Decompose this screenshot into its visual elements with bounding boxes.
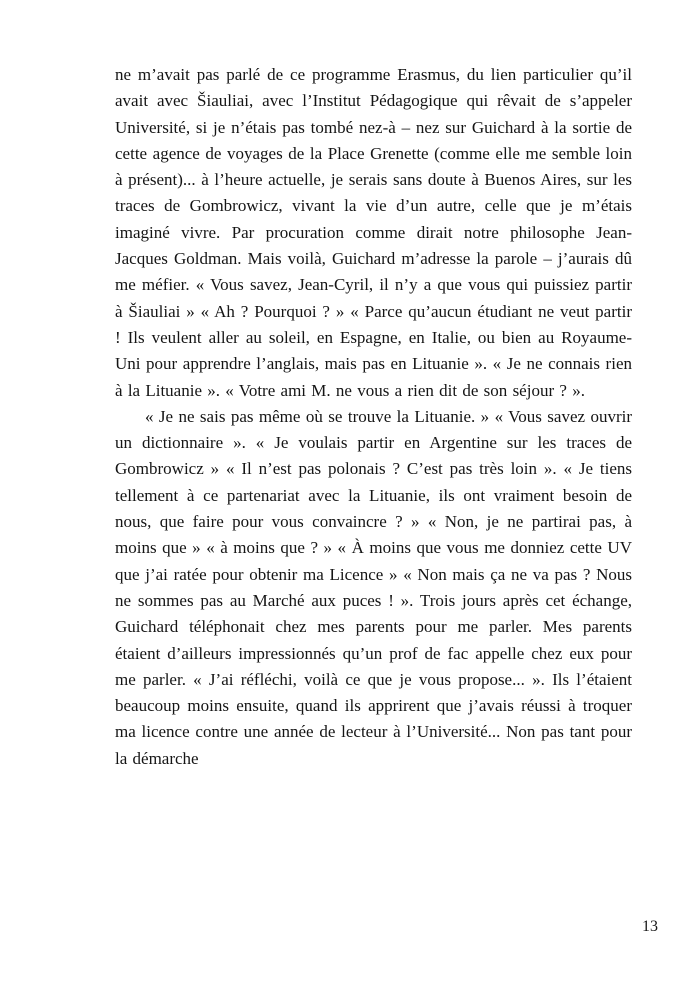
paragraph: « Je ne sais pas même où se trouve la Lituanie. » « Vous savez ouvrir un dictionnaire ». « Je voulais partir en Argentine sur les traces de Gombrowicz » « Il n’est pas polonais ? C’est pas très loin ». « Je tiens tellement à ce partenariat avec la Lituanie, ils ont vraiment besoin de nous, que faire pour vous convaincre ? » « Non, je ne partirai pas, à moins que » « à moins que ? » « À moins que vous me donniez cette UV que j’ai ratée pour obtenir ma Licence » « Non mais ça ne va pas ? Nous ne sommes pas au Marché aux puces ! ». Trois jours après cet échange, Guichard téléphonait chez mes parents pour me parler. Mes parents étaient d’ailleurs impressionnés qu’un prof de fac appelle chez eux pour me parler. « J’ai réfléchi, voilà ce que je vous propose... ». Ils l’étaient beaucoup moins ensuite, quand ils apprirent que j’avais réussi à troquer ma licence contre une année de lecteur à l’Université... Non pas tant pour la démarche (115, 406, 632, 768)
paragraph-continuation: ne m’avait pas parlé de ce programme Erasmus, du lien particulier qu’il avait avec Šiauliai, avec l’Institut Pédagogique qui rêvait de s’appeler Université, si je n’étais pas tombé nez-à – nez sur Guichard à la sortie de cette agence de voyages de la Place Grenette (comme elle me semble loin à présent)... à l’heure actuelle, je serais sans doute à Buenos Aires, sur les traces de Gombrowicz, vivant la vie d’un autre, celle que je m’étais imaginé vivre. Par procuration comme dirait notre philosophe Jean-Jacques Goldman. Mais voilà, Guichard m’adresse la parole – j’aurais dû me méfier. « Vous savez, Jean-Cyril, il n’y a que vous qui puissiez partir à Šiauliai » « Ah ? Pourquoi ? » « Parce qu’aucun étudiant ne veut partir ! Ils veulent aller au soleil, en Espagne, en Italie, ou bien au Royaume-Uni pour apprendre l’anglais, mais pas en Lituanie ». « Je ne connais rien à la Lituanie ». « Votre ami M. ne vous a rien dit de son séjour ? ». (115, 65, 632, 400)
body-text (115, 62, 632, 772)
page-number: 13 (642, 918, 658, 935)
